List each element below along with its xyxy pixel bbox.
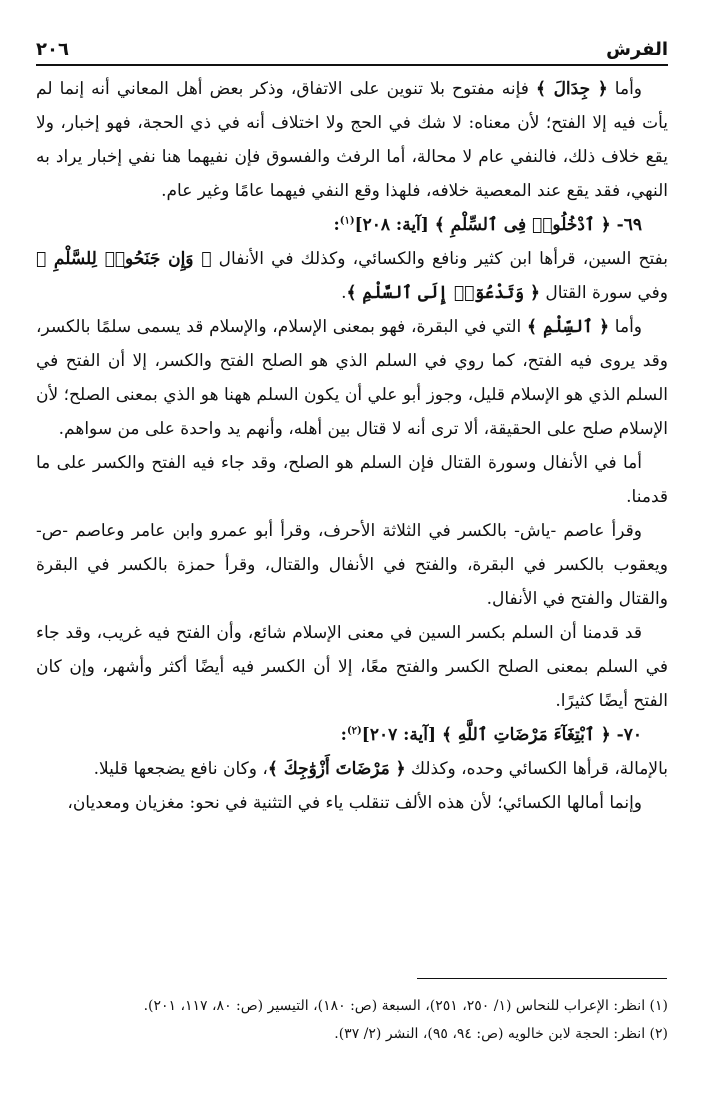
footnote-ref: (١) bbox=[339, 215, 355, 227]
quran-quote: ﴿ وَإِن جَنَحُوا۟ لِلسَّلْمِ ﴾ bbox=[36, 249, 212, 269]
paragraph-imala: بالإمالة، قرأها الكسائي وحده، وكذلك ﴿ مَرْضَاتَ أَزْوَٰجِكَ ﴾، وكان نافع يضجعها قليلا. bbox=[93, 759, 668, 779]
heading-69: ٦٩- ﴿ ٱدْخُلُوا۟ فِى ٱلسِّلْمِ ﴾ [آية: ٢٠٨]$^{(١)}$: bbox=[333, 215, 642, 235]
heading-70: ٧٠- ﴿ ٱبْتِغَآءَ مَرْضَاتِ ٱللَّهِ ﴾ [آية: ٢٠٧]$^{(٢)}$: bbox=[340, 725, 642, 745]
paragraph-kisai: وإنما أمالها الكسائي؛ لأن هذه الألف تنقلب ياء في التثنية في نحو: مغزيان ومعديان، bbox=[67, 793, 642, 813]
quran-quote: ﴿ مَرْضَاتَ أَزْوَٰجِكَ ﴾ bbox=[267, 759, 406, 779]
page-header bbox=[36, 34, 668, 60]
main-text bbox=[36, 72, 668, 820]
quran-quote: ﴿ ٱلسِّلْمِ ﴾ bbox=[526, 317, 610, 337]
paragraph-fath-sin: بفتح السين، قرأها ابن كثير ونافع والكسائي، وكذلك في الأنفال ﴿ وَإِن جَنَحُوا۟ لِلسَّلْمِ ﴾ وفي سورة القتال ﴿ وَتَدْعُوٓا۟ إِلَى ٱلسَّلْمِ ﴾. bbox=[36, 249, 668, 303]
quran-quote: ﴿ ٱدْخُلُوا۟ فِى ٱلسِّلْمِ ﴾ bbox=[434, 215, 611, 235]
section-title: الفرش bbox=[606, 39, 668, 60]
footnote-1: (١) انظر: الإعراب للنحاس (١/ ٢٥٠، ٢٥١)، السبعة (ص: ١٨٠)، التيسير (ص: ٨٠، ١١٧، ٢٠١). bbox=[143, 998, 668, 1014]
footnote-rule bbox=[417, 978, 667, 979]
paragraph-summary: قد قدمنا أن السلم بكسر السين في معنى الإسلام شائع، وأن الفتح فيه غريب، وقد جاء في السلم بمعنى الصلح الكسر والفتح معًا، إلا أن الكسر فيه أيضًا أكثر وأشهر، وإن كان الفتح أيضًا كثيرًا. bbox=[36, 623, 668, 711]
quran-quote: ﴿ وَتَدْعُوٓا۟ إِلَى ٱلسَّلْمِ ﴾ bbox=[346, 283, 540, 303]
header-rule bbox=[36, 64, 668, 66]
page-number: ٢٠٦ bbox=[36, 39, 69, 60]
paragraph-anfal: أما في الأنفال وسورة القتال فإن السلم هو الصلح، وقد جاء فيه الفتح والكسر على ما قدمنا. bbox=[36, 453, 668, 507]
paragraph-jidal: وأما ﴿ جِدَالَ ﴾ فإنه مفتوح بلا تنوين على الاتفاق، وذكر بعض أهل المعاني أنه إنما لم يأت فيه إلا الفتح؛ لأن معناه: لا شك في الحج ولا اختلاف أنه في ذي الحجة، فهو إخبار، ولا يقع خلاف ذلك، فالنفي عام لا محالة، أما الرفث والفسوق فإن نفيهما هنا نفي إخبار يراد به النهي، فقد يقع عند المعصية خلافه، فلهذا وقع النفي فيهما عامًا وغير عام. bbox=[36, 79, 668, 201]
footnote-ref: (٢) bbox=[346, 725, 362, 737]
paragraph-readings: وقرأ عاصم -ياش- بالكسر في الثلاثة الأحرف، وقرأ أبو عمرو وابن عامر وعاصم -ص- ويعقوب بالكسر في البقرة، والفتح في الأنفال والقتال، وقرأ حمزة بالكسر في البقرة والقتال والفتح في الأنفال. bbox=[36, 521, 668, 609]
quran-quote: ﴿ جِدَالَ ﴾ bbox=[536, 79, 608, 99]
footnotes bbox=[36, 992, 668, 1048]
footnote-2: (٢) انظر: الحجة لابن خالويه (ص: ٩٤، ٩٥)، النشر (٢/ ٣٧). bbox=[334, 1026, 668, 1042]
quran-quote: ﴿ ٱبْتِغَآءَ مَرْضَاتِ ٱللَّهِ ﴾ bbox=[441, 725, 611, 745]
paragraph-silm-baqara: وأما ﴿ ٱلسِّلْمِ ﴾ التي في البقرة، فهو بمعنى الإسلام، والإسلام قد يسمى سلمًا بالكسر، وقد يروى فيه الفتح، كما روي في السلم الذي هو الصلح الفتح والكسر، إلا أن الفتح في السلم الذي هو الإسلام قليل، وجوز أبو علي أن يكون السلم ههنا هو الذي بمعنى الصلح؛ لأن الإسلام صلح على الحقيقة، ألا ترى أنه لا قتال بين أهله، وأنهم يد واحدة على من سواهم. bbox=[36, 317, 668, 439]
